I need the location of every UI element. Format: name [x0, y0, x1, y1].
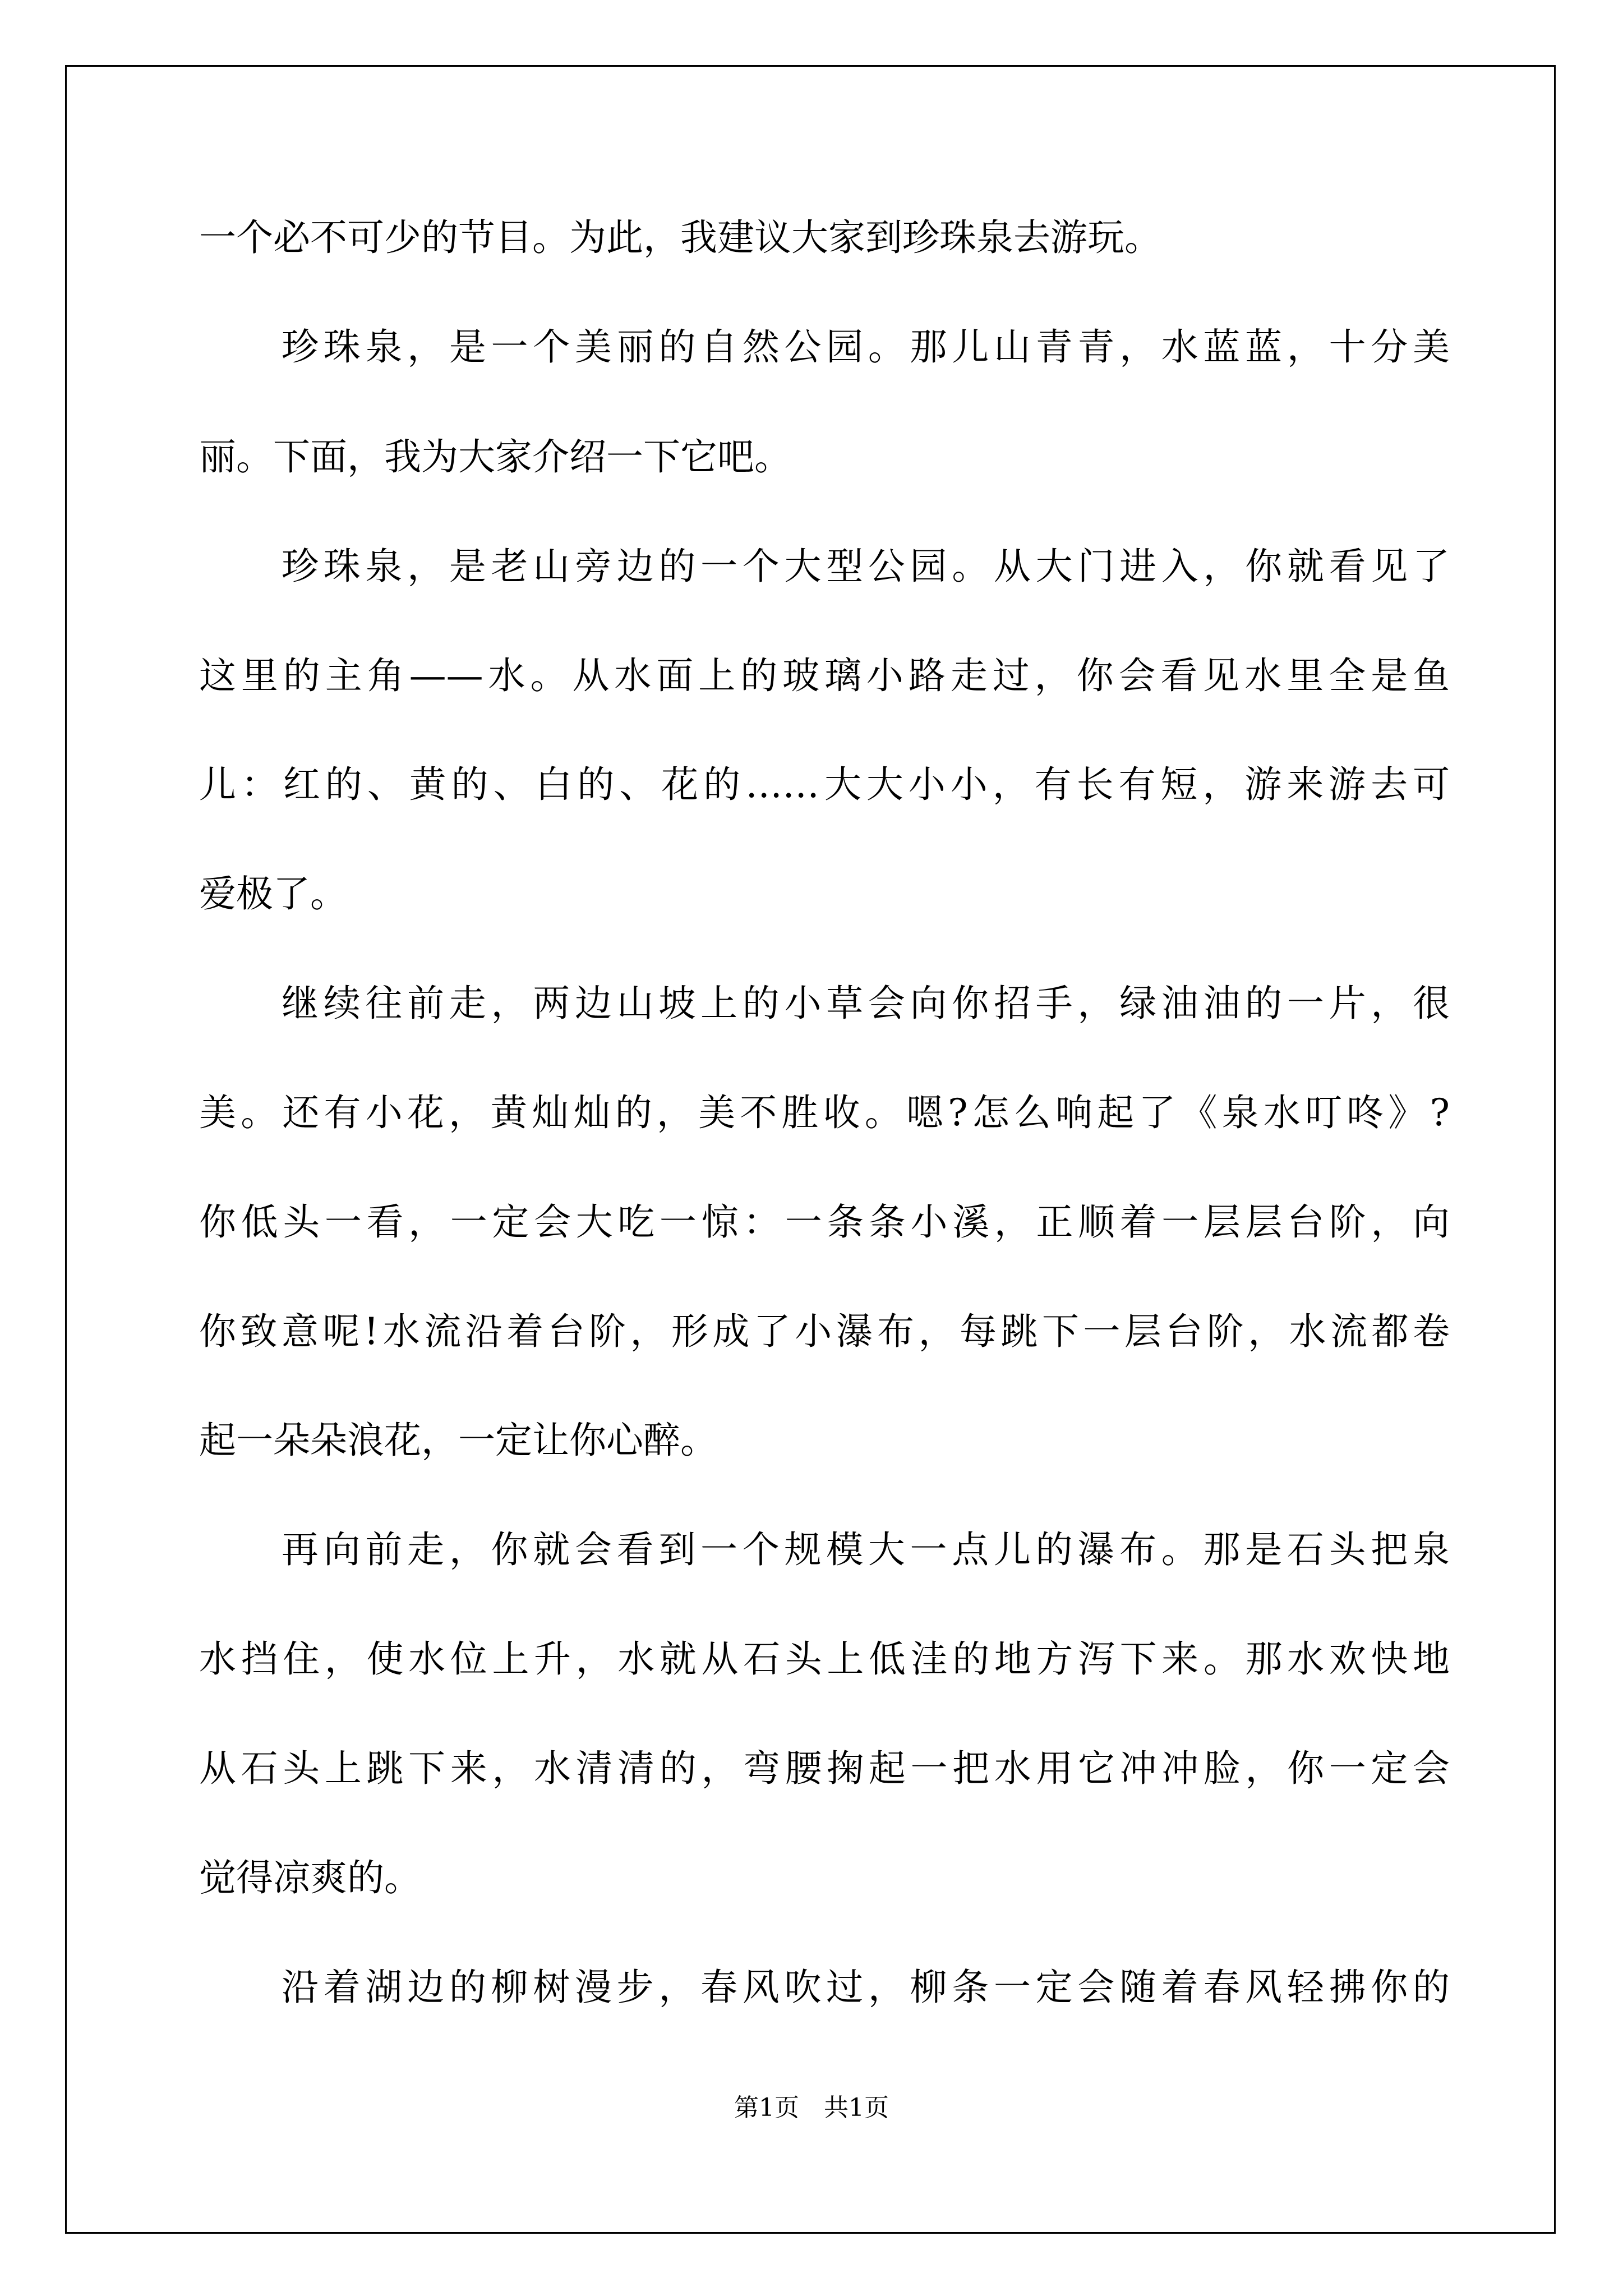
paragraph-start-line: 沿着湖边的柳树漫步，春风吹过，柳条一定会随着春风轻拂你的 — [282, 1966, 1450, 2009]
text-line: 一个必不可少的节目。为此，我建议大家到珍珠泉去游玩。 — [199, 216, 1161, 259]
text-line: 儿：红的、黄的、白的、花的……大大小小，有长有短，游来游去可 — [199, 763, 1450, 806]
page-number: 第1页 共1页 — [734, 2093, 889, 2122]
text-line: 你低头一看，一定会大吃一惊：一条条小溪，正顺着一层层台阶，向 — [199, 1200, 1450, 1244]
paragraph-start-line: 继续往前走，两边山坡上的小草会向你招手，绿油油的一片，很 — [282, 982, 1450, 1025]
text-line: 从石头上跳下来，水清清的，弯腰掬起一把水用它冲冲脸，你一定会 — [199, 1747, 1450, 1790]
page-border — [65, 65, 1556, 2234]
text-line: 这里的主角——水。从水面上的玻璃小路走过，你会看见水里全是鱼 — [199, 654, 1450, 697]
paragraph-start-line: 再向前走，你就会看到一个规模大一点儿的瀑布。那是石头把泉 — [282, 1528, 1450, 1571]
text-line: 丽。下面，我为大家介绍一下它吧。 — [199, 435, 791, 478]
text-line: 你致意呢!水流沿着台阶，形成了小瀑布，每跳下一层台阶，水流都卷 — [199, 1310, 1450, 1353]
paragraph-start-line: 珍珠泉，是老山旁边的一个大型公园。从大门进入，你就看见了 — [282, 545, 1450, 588]
text-line: 爱极了。 — [199, 872, 347, 915]
text-line: 水挡住，使水位上升，水就从石头上低洼的地方泻下来。那水欢快地 — [199, 1637, 1450, 1681]
paragraph-start-line: 珍珠泉，是一个美丽的自然公园。那儿山青青，水蓝蓝，十分美 — [282, 325, 1450, 369]
text-line: 觉得凉爽的。 — [199, 1856, 421, 1899]
text-line: 起一朵朵浪花，一定让你心醉。 — [199, 1419, 717, 1462]
text-line: 美。还有小花，黄灿灿的，美不胜收。嗯?怎么响起了《泉水叮咚》? — [199, 1091, 1450, 1134]
